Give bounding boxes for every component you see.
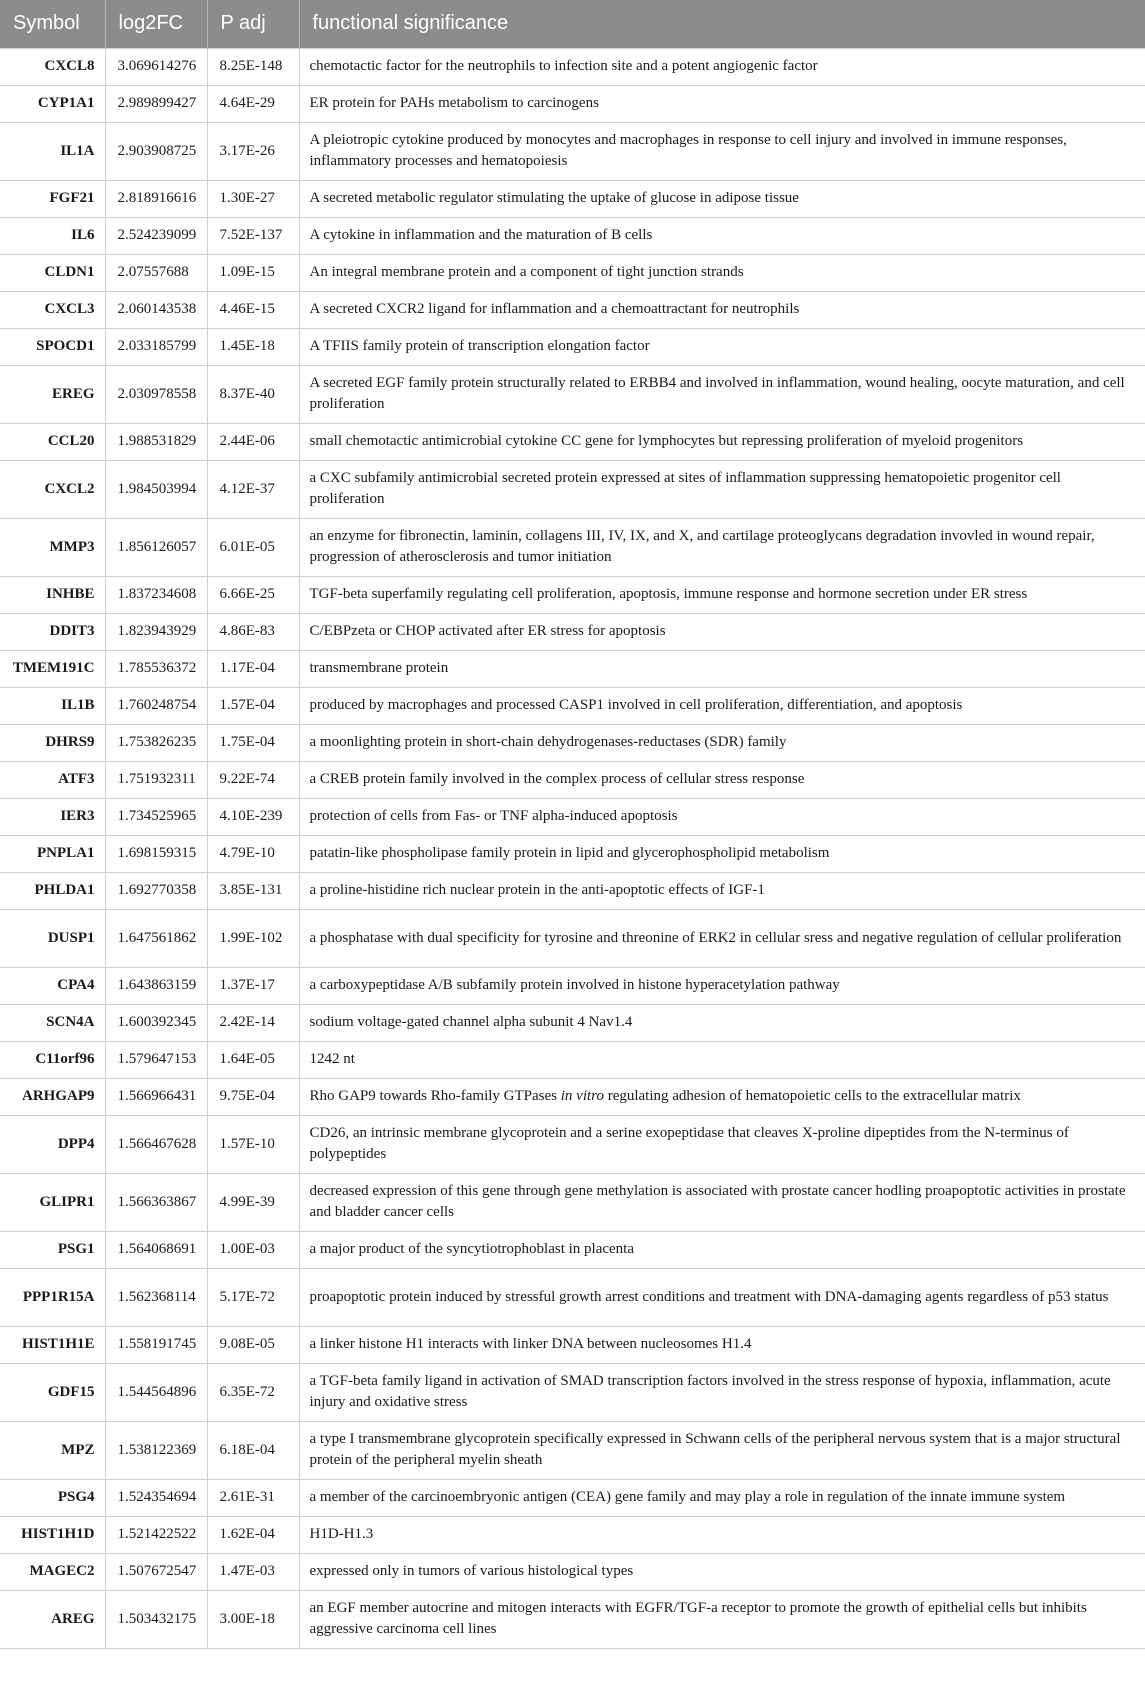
cell-symbol: ATF3 [0,761,105,798]
cell-functional-significance: a proline-histidine rich nuclear protein in the anti-apoptotic effects of IGF-1 [299,872,1145,909]
table-row [0,1421,1145,1479]
cell-padj: 4.86E-83 [207,613,299,650]
cell-symbol: PPP1R15A [0,1268,105,1326]
cell-symbol: MAGEC2 [0,1553,105,1590]
table-row [0,518,1145,576]
cell-log2fc: 1.856126057 [105,518,207,576]
cell-functional-significance: a member of the carcinoembryonic antigen (CEA) gene family and may play a role in regulation of the innate immune system [299,1479,1145,1516]
cell-padj: 4.99E-39 [207,1173,299,1231]
cell-functional-significance: a major product of the syncytiotrophoblast in placenta [299,1231,1145,1268]
table-row [0,1041,1145,1078]
cell-functional-significance: A cytokine in inflammation and the maturation of B cells [299,217,1145,254]
table-row [0,254,1145,291]
cell-symbol: CXCL2 [0,460,105,518]
cell-symbol: IL6 [0,217,105,254]
table-row [0,48,1145,85]
cell-log2fc: 1.823943929 [105,613,207,650]
cell-log2fc: 1.984503994 [105,460,207,518]
cell-functional-significance: produced by macrophages and processed CASP1 involved in cell proliferation, differentiation, and apoptosis [299,687,1145,724]
cell-log2fc: 1.988531829 [105,423,207,460]
cell-functional-significance: expressed only in tumors of various histological types [299,1553,1145,1590]
table-row [0,1078,1145,1115]
cell-padj: 1.37E-17 [207,967,299,1004]
cell-symbol: DDIT3 [0,613,105,650]
cell-padj: 6.01E-05 [207,518,299,576]
cell-functional-significance: A TFIIS family protein of transcription elongation factor [299,328,1145,365]
cell-padj: 3.00E-18 [207,1590,299,1648]
cell-padj: 8.25E-148 [207,48,299,85]
cell-symbol: CXCL3 [0,291,105,328]
cell-padj: 3.17E-26 [207,122,299,180]
cell-log2fc: 1.837234608 [105,576,207,613]
cell-log2fc: 1.524354694 [105,1479,207,1516]
cell-log2fc: 2.524239099 [105,217,207,254]
cell-functional-significance: a linker histone H1 interacts with linker DNA between nucleosomes H1.4 [299,1326,1145,1363]
table-row [0,328,1145,365]
cell-symbol: MPZ [0,1421,105,1479]
cell-functional-significance: sodium voltage-gated channel alpha subunit 4 Nav1.4 [299,1004,1145,1041]
cell-symbol: DPP4 [0,1115,105,1173]
cell-log2fc: 1.521422522 [105,1516,207,1553]
cell-functional-significance [299,1078,1145,1115]
cell-functional-significance: a CREB protein family involved in the complex process of cellular stress response [299,761,1145,798]
cell-log2fc: 2.030978558 [105,365,207,423]
table-row [0,423,1145,460]
cell-symbol: IL1B [0,687,105,724]
cell-symbol: C11orf96 [0,1041,105,1078]
table-row [0,1173,1145,1231]
cell-padj: 4.79E-10 [207,835,299,872]
cell-log2fc: 1.579647153 [105,1041,207,1078]
cell-log2fc: 1.692770358 [105,872,207,909]
cell-functional-significance: ER protein for PAHs metabolism to carcinogens [299,85,1145,122]
cell-symbol: PHLDA1 [0,872,105,909]
cell-log2fc: 2.07557688 [105,254,207,291]
cell-symbol: PSG1 [0,1231,105,1268]
cell-padj: 1.99E-102 [207,909,299,967]
cell-symbol: MMP3 [0,518,105,576]
cell-symbol: PSG4 [0,1479,105,1516]
cell-padj: 6.66E-25 [207,576,299,613]
cell-log2fc: 1.564068691 [105,1231,207,1268]
cell-padj: 4.64E-29 [207,85,299,122]
cell-log2fc: 1.558191745 [105,1326,207,1363]
cell-padj: 1.00E-03 [207,1231,299,1268]
table-row [0,217,1145,254]
cell-functional-significance: protection of cells from Fas- or TNF alpha-induced apoptosis [299,798,1145,835]
cell-symbol: DUSP1 [0,909,105,967]
cell-symbol: AREG [0,1590,105,1648]
table-row [0,576,1145,613]
cell-symbol: CLDN1 [0,254,105,291]
cell-padj: 6.35E-72 [207,1363,299,1421]
cell-functional-significance: proapoptotic protein induced by stressful growth arrest conditions and treatment with DNA-damaging agents regardless of p53 status [299,1268,1145,1326]
cell-log2fc: 2.060143538 [105,291,207,328]
cell-functional-significance: chemotactic factor for the neutrophils to infection site and a potent angiogenic factor [299,48,1145,85]
cell-symbol: ARHGAP9 [0,1078,105,1115]
cell-log2fc: 1.760248754 [105,687,207,724]
table-row [0,1268,1145,1326]
table-row [0,180,1145,217]
table-row [0,1231,1145,1268]
table-row [0,687,1145,724]
table-row [0,460,1145,518]
cell-padj: 1.09E-15 [207,254,299,291]
header-padj: P adj [207,0,299,48]
cell-log2fc: 1.643863159 [105,967,207,1004]
table-row [0,909,1145,967]
cell-log2fc: 1.566467628 [105,1115,207,1173]
table-row [0,1326,1145,1363]
table-row [0,291,1145,328]
cell-log2fc: 2.033185799 [105,328,207,365]
table-row [0,1516,1145,1553]
header-functional-significance: functional significance [312,12,509,35]
cell-functional-significance: C/EBPzeta or CHOP activated after ER stress for apoptosis [299,613,1145,650]
cell-padj: 2.61E-31 [207,1479,299,1516]
cell-log2fc: 2.818916616 [105,180,207,217]
cell-padj: 8.37E-40 [207,365,299,423]
cell-log2fc: 1.734525965 [105,798,207,835]
cell-padj: 4.46E-15 [207,291,299,328]
cell-log2fc: 1.562368114 [105,1268,207,1326]
cell-symbol: GDF15 [0,1363,105,1421]
cell-padj: 1.45E-18 [207,328,299,365]
cell-padj: 6.18E-04 [207,1421,299,1479]
cell-functional-significance: A secreted CXCR2 ligand for inflammation and a chemoattractant for neutrophils [299,291,1145,328]
cell-padj: 9.08E-05 [207,1326,299,1363]
cell-log2fc: 1.785536372 [105,650,207,687]
header-row [0,0,1145,48]
cell-functional-significance: a phosphatase with dual specificity for tyrosine and threonine of ERK2 in cellular sress and negative regulation of cellular proliferation [299,909,1145,967]
table-row [0,1479,1145,1516]
cell-log2fc: 1.566966431 [105,1078,207,1115]
table-row [0,1115,1145,1173]
cell-functional-significance: An integral membrane protein and a component of tight junction strands [299,254,1145,291]
cell-functional-significance: 1242 nt [299,1041,1145,1078]
table-row [0,122,1145,180]
desc-text: regulating adhesion of hematopoietic cells to the extracellular matrix [603,1088,1021,1104]
table-row [0,613,1145,650]
cell-functional-significance: an enzyme for fibronectin, laminin, collagens III, IV, IX, and X, and cartilage proteoglycans degradation invovled in wound repair, progression of atherosclerosis and tumor initiation [299,518,1145,576]
table-body [0,48,1145,1648]
cell-functional-significance: a type I transmembrane glycoprotein specifically expressed in Schwann cells of the peripheral nervous system that is a major structural protein of the peripheral myelin sheath [299,1421,1145,1479]
cell-symbol: HIST1H1D [0,1516,105,1553]
cell-symbol: CXCL8 [0,48,105,85]
cell-functional-significance: A pleiotropic cytokine produced by monocytes and macrophages in response to cell injury and involved in immune responses, inflammatory processes and hematopoiesis [299,122,1145,180]
cell-symbol: IER3 [0,798,105,835]
cell-functional-significance: CD26, an intrinsic membrane glycoprotein and a serine exopeptidase that cleaves X-proline dipeptides from the N-terminus of polypeptides [299,1115,1145,1173]
cell-padj: 1.47E-03 [207,1553,299,1590]
table-row [0,365,1145,423]
cell-functional-significance: a TGF-beta family ligand in activation of SMAD transcription factors involved in the stress response of hypoxia, inflammation, acute injury and oxidative stress [299,1363,1145,1421]
cell-log2fc: 1.503432175 [105,1590,207,1648]
cell-padj: 4.12E-37 [207,460,299,518]
table-row [0,85,1145,122]
cell-symbol: FGF21 [0,180,105,217]
table-row [0,1363,1145,1421]
cell-symbol: GLIPR1 [0,1173,105,1231]
table-row [0,1004,1145,1041]
cell-log2fc: 3.069614276 [105,48,207,85]
table-row [0,1590,1145,1648]
cell-log2fc: 1.751932311 [105,761,207,798]
table-row [0,724,1145,761]
cell-padj: 4.10E-239 [207,798,299,835]
cell-padj: 7.52E-137 [207,217,299,254]
cell-log2fc: 1.538122369 [105,1421,207,1479]
cell-log2fc: 1.647561862 [105,909,207,967]
table-header [0,0,1145,48]
cell-log2fc: 1.507672547 [105,1553,207,1590]
cell-log2fc: 1.566363867 [105,1173,207,1231]
cell-log2fc: 1.753826235 [105,724,207,761]
header-symbol: Symbol [0,0,105,48]
cell-log2fc: 2.989899427 [105,85,207,122]
cell-padj: 1.62E-04 [207,1516,299,1553]
cell-padj: 1.64E-05 [207,1041,299,1078]
cell-symbol: IL1A [0,122,105,180]
cell-log2fc: 1.698159315 [105,835,207,872]
cell-padj: 1.57E-10 [207,1115,299,1173]
cell-symbol: CYP1A1 [0,85,105,122]
cell-padj: 2.44E-06 [207,423,299,460]
desc-italic-text: in vitro [560,1088,604,1104]
table-row [0,761,1145,798]
cell-functional-significance: A secreted EGF family protein structurally related to ERBB4 and involved in inflammation, wound healing, oocyte maturation, and cell proliferation [299,365,1145,423]
cell-padj: 2.42E-14 [207,1004,299,1041]
cell-functional-significance: TGF-beta superfamily regulating cell proliferation, apoptosis, immune response and hormone secretion under ER stress [299,576,1145,613]
cell-padj: 5.17E-72 [207,1268,299,1326]
header-log2fc: log2FC [105,0,207,48]
table-row [0,872,1145,909]
cell-symbol: INHBE [0,576,105,613]
cell-symbol: CCL20 [0,423,105,460]
cell-symbol: SCN4A [0,1004,105,1041]
cell-functional-significance: transmembrane protein [299,650,1145,687]
cell-padj: 9.22E-74 [207,761,299,798]
cell-log2fc: 1.544564896 [105,1363,207,1421]
cell-symbol: CPA4 [0,967,105,1004]
cell-log2fc: 1.600392345 [105,1004,207,1041]
cell-functional-significance: A secreted metabolic regulator stimulating the uptake of glucose in adipose tissue [299,180,1145,217]
cell-functional-significance: H1D-H1.3 [299,1516,1145,1553]
cell-functional-significance: decreased expression of this gene through gene methylation is associated with prostate cancer hodling proapoptotic activities in prostate and bladder cancer cells [299,1173,1145,1231]
cell-padj: 1.75E-04 [207,724,299,761]
cell-symbol: DHRS9 [0,724,105,761]
cell-functional-significance: an EGF member autocrine and mitogen interacts with EGFR/TGF-a receptor to promote the growth of epithelial cells but inhibits aggressive carcinoma cell lines [299,1590,1145,1648]
cell-functional-significance: patatin-like phospholipase family protein in lipid and glycerophospholipid metabolism [299,835,1145,872]
table-row [0,650,1145,687]
cell-padj: 1.57E-04 [207,687,299,724]
cell-functional-significance: a CXC subfamily antimicrobial secreted protein expressed at sites of inflammation suppressing hematopoietic progenitor cell proliferation [299,460,1145,518]
cell-padj: 9.75E-04 [207,1078,299,1115]
cell-log2fc: 2.903908725 [105,122,207,180]
cell-padj: 3.85E-131 [207,872,299,909]
cell-padj: 1.30E-27 [207,180,299,217]
cell-symbol: PNPLA1 [0,835,105,872]
cell-symbol: TMEM191C [0,650,105,687]
cell-padj: 1.17E-04 [207,650,299,687]
table-row [0,798,1145,835]
table-row [0,835,1145,872]
table-row [0,967,1145,1004]
cell-symbol: SPOCD1 [0,328,105,365]
cell-functional-significance: a moonlighting protein in short-chain dehydrogenases-reductases (SDR) family [299,724,1145,761]
table-row [0,1553,1145,1590]
cell-symbol: HIST1H1E [0,1326,105,1363]
desc-text: Rho GAP9 towards Rho-family GTPases [309,1088,561,1104]
cell-symbol: EREG [0,365,105,423]
cell-functional-significance: a carboxypeptidase A/B subfamily protein involved in histone hyperacetylation pathway [299,967,1145,1004]
cell-functional-significance: small chemotactic antimicrobial cytokine CC gene for lymphocytes but repressing proliferation of myeloid progenitors [299,423,1145,460]
